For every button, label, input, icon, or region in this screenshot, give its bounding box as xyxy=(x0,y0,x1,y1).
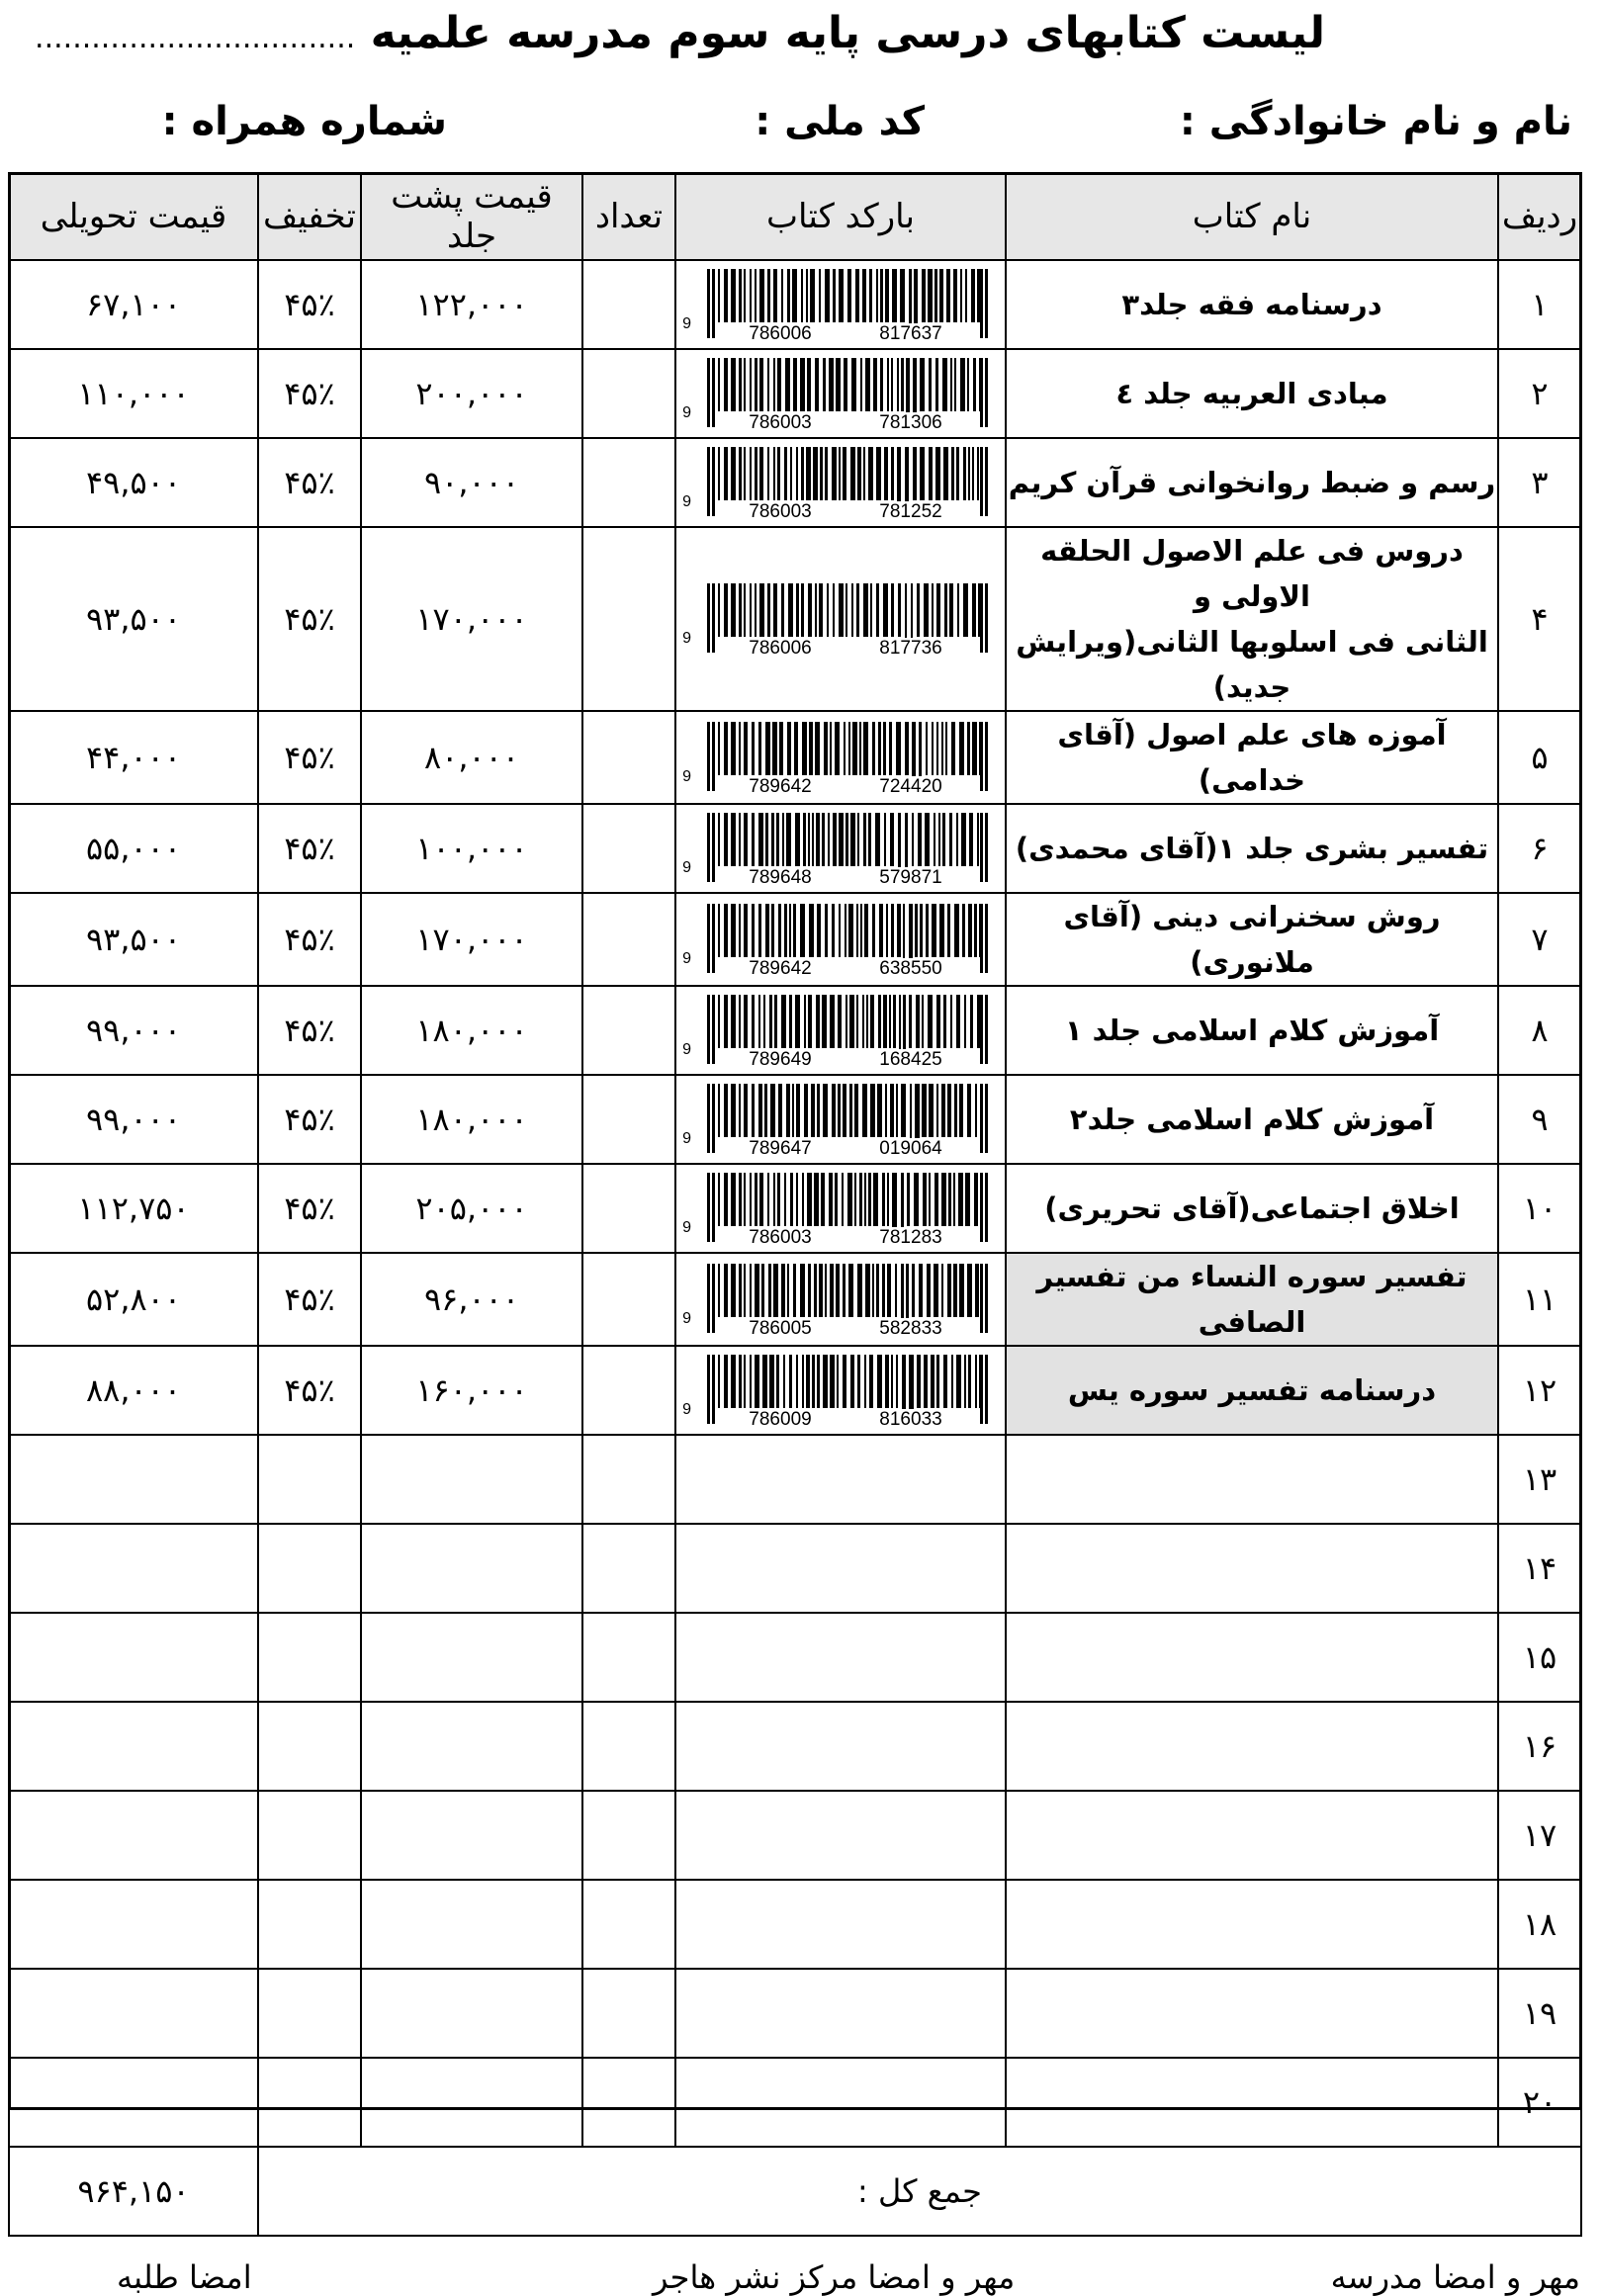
row-number: ۱۹ xyxy=(1498,1969,1581,2058)
barcode-cell xyxy=(675,1702,1006,1791)
barcode-digits-left: 789642 xyxy=(749,958,812,979)
book-name-cell xyxy=(1006,1791,1498,1880)
delivery-price xyxy=(9,1435,258,1524)
barcode-cell xyxy=(675,349,1006,438)
barcode-digits-right: 781283 xyxy=(879,1227,942,1248)
barcode-graphic xyxy=(682,1262,994,1339)
barcode-graphic xyxy=(682,581,994,659)
book-name: آموزش کلام اسلامی جلد ۱ xyxy=(1064,1014,1440,1047)
barcode-digits-left: 789648 xyxy=(749,867,812,888)
table-row xyxy=(9,711,1581,804)
table-row xyxy=(9,1346,1581,1435)
barcode-cell xyxy=(675,1346,1006,1435)
barcode-digits-right: 817637 xyxy=(879,323,942,344)
col-header-delivery-price: قیمت تحویلی xyxy=(9,173,258,260)
mobile-field-label: شماره همراه : xyxy=(161,99,447,144)
discount xyxy=(258,1435,361,1524)
barcode-lead-digit: 9 xyxy=(682,493,691,510)
school-signature-label: مهر و امضا مدرسه xyxy=(1330,2258,1580,2296)
discount: ۴۵٪ xyxy=(258,1253,361,1346)
national-id-field-label: کد ملی : xyxy=(755,99,925,144)
delivery-price xyxy=(9,1702,258,1791)
discount xyxy=(258,1702,361,1791)
cover-price: ۱۰۰,۰۰۰ xyxy=(361,804,582,893)
barcode-cell xyxy=(675,893,1006,986)
cover-price xyxy=(361,1613,582,1702)
book-name: اخلاق اجتماعی(آقای تحریری) xyxy=(1044,1192,1460,1225)
barcode-digits-left: 786009 xyxy=(749,1409,812,1430)
barcode-lead-digit: 9 xyxy=(682,1130,691,1147)
barcode-lead-digit: 9 xyxy=(682,1219,691,1236)
book-name: درسنامه تفسیر سوره یس xyxy=(1067,1373,1437,1407)
cover-price: ۱۸۰,۰۰۰ xyxy=(361,986,582,1075)
book-name-cell xyxy=(1006,1524,1498,1613)
table-header-row xyxy=(9,173,1581,260)
discount: ۴۵٪ xyxy=(258,893,361,986)
barcode-graphic xyxy=(682,1082,994,1159)
book-name-cell xyxy=(1006,1702,1498,1791)
barcode-digits-right: 579871 xyxy=(879,867,942,888)
row-number: ۱۰ xyxy=(1498,1164,1581,1253)
barcode-graphic xyxy=(682,993,994,1070)
row-number: ۱۸ xyxy=(1498,1880,1581,1969)
col-header-discount: تخفیف xyxy=(258,173,361,260)
book-name-cell xyxy=(1006,527,1498,711)
col-header-barcode: بارکد کتاب xyxy=(675,173,1006,260)
discount xyxy=(258,1524,361,1613)
barcode-cell xyxy=(675,1435,1006,1524)
barcode-graphic xyxy=(682,720,994,797)
barcode-lead-digit: 9 xyxy=(682,404,691,421)
delivery-price xyxy=(9,1613,258,1702)
barcode-lead-digit: 9 xyxy=(682,1310,691,1327)
row-number: ۱۱ xyxy=(1498,1253,1581,1346)
book-name-cell xyxy=(1006,1613,1498,1702)
discount xyxy=(258,1880,361,1969)
table-row xyxy=(9,1880,1581,1969)
delivery-price: ۹۳,۵۰۰ xyxy=(9,527,258,711)
col-header-cover-price: قیمت پشت جلد xyxy=(361,173,582,260)
delivery-price: ۵۲,۸۰۰ xyxy=(9,1253,258,1346)
book-name-cell xyxy=(1006,1969,1498,2058)
barcode-lead-digit: 9 xyxy=(682,1041,691,1058)
discount: ۴۵٪ xyxy=(258,986,361,1075)
cover-price: ۲۰۵,۰۰۰ xyxy=(361,1164,582,1253)
table-row xyxy=(9,260,1581,349)
row-number: ۲۰ xyxy=(1498,2058,1581,2147)
cover-price xyxy=(361,1702,582,1791)
table-row xyxy=(9,1075,1581,1164)
cover-price: ۱۷۰,۰۰۰ xyxy=(361,893,582,986)
discount xyxy=(258,1791,361,1880)
delivery-price: ۴۹,۵۰۰ xyxy=(9,438,258,527)
count-cell xyxy=(582,1164,675,1253)
count-cell xyxy=(582,1435,675,1524)
barcode-graphic xyxy=(682,445,994,522)
barcode-cell xyxy=(675,527,1006,711)
book-name: تفسیر بشری جلد ۱(آقای محمدی) xyxy=(1015,832,1489,865)
cover-price xyxy=(361,1435,582,1524)
discount: ۴۵٪ xyxy=(258,804,361,893)
delivery-price: ۵۵,۰۰۰ xyxy=(9,804,258,893)
book-name: آموزش کلام اسلامی جلد۲ xyxy=(1069,1103,1435,1136)
cover-price: ۸۰,۰۰۰ xyxy=(361,711,582,804)
barcode-digits-right: 638550 xyxy=(879,958,942,979)
cover-price: ۱۸۰,۰۰۰ xyxy=(361,1075,582,1164)
book-name-cell xyxy=(1006,1435,1498,1524)
row-number: ۱۳ xyxy=(1498,1435,1581,1524)
barcode-cell xyxy=(675,1969,1006,2058)
row-number: ۲ xyxy=(1498,349,1581,438)
discount: ۴۵٪ xyxy=(258,1346,361,1435)
table-row xyxy=(9,1791,1581,1880)
barcode-lead-digit: 9 xyxy=(682,859,691,876)
row-number: ۱۲ xyxy=(1498,1346,1581,1435)
barcode-digits-left: 789647 xyxy=(749,1138,812,1159)
cover-price: ۹۶,۰۰۰ xyxy=(361,1253,582,1346)
barcode-cell xyxy=(675,1880,1006,1969)
count-cell xyxy=(582,893,675,986)
count-cell xyxy=(582,1702,675,1791)
delivery-price: ۸۸,۰۰۰ xyxy=(9,1346,258,1435)
count-cell xyxy=(582,260,675,349)
discount xyxy=(258,2058,361,2147)
delivery-price xyxy=(9,1969,258,2058)
delivery-price: ۶۷,۱۰۰ xyxy=(9,260,258,349)
barcode-lead-digit: 9 xyxy=(682,315,691,332)
book-name-cell xyxy=(1006,1346,1498,1435)
barcode-cell xyxy=(675,804,1006,893)
cover-price xyxy=(361,1880,582,1969)
count-cell xyxy=(582,986,675,1075)
cover-price xyxy=(361,1524,582,1613)
cover-price: ۱۷۰,۰۰۰ xyxy=(361,527,582,711)
delivery-price: ۴۴,۰۰۰ xyxy=(9,711,258,804)
table-row xyxy=(9,1969,1581,2058)
book-name-cell xyxy=(1006,893,1498,986)
table-row xyxy=(9,349,1581,438)
book-name-cell xyxy=(1006,804,1498,893)
barcode-graphic xyxy=(682,811,994,888)
count-cell xyxy=(582,1969,675,2058)
count-cell xyxy=(582,349,675,438)
table-row xyxy=(9,1164,1581,1253)
book-name: رسم و ضبط روانخوانی قرآن کریم xyxy=(1008,466,1496,499)
delivery-price: ۱۱۰,۰۰۰ xyxy=(9,349,258,438)
barcode-graphic xyxy=(682,1171,994,1248)
barcode-graphic xyxy=(682,267,994,344)
delivery-price: ۱۱۲,۷۵۰ xyxy=(9,1164,258,1253)
total-label-text: جمع کل : xyxy=(857,2172,982,2210)
barcode-cell xyxy=(675,1613,1006,1702)
barcode-digits-right: 817736 xyxy=(879,638,942,659)
row-number: ۵ xyxy=(1498,711,1581,804)
book-name-cell xyxy=(1006,986,1498,1075)
count-cell xyxy=(582,438,675,527)
cover-price: ۹۰,۰۰۰ xyxy=(361,438,582,527)
barcode-digits-right: 781252 xyxy=(879,501,942,522)
book-name: تفسیر سوره النساء من تفسیر الصافی xyxy=(1036,1260,1468,1339)
barcode-digits-left: 786005 xyxy=(749,1318,812,1339)
book-name-cell xyxy=(1006,1164,1498,1253)
discount: ۴۵٪ xyxy=(258,1164,361,1253)
table-row xyxy=(9,1253,1581,1346)
row-number: ۴ xyxy=(1498,527,1581,711)
row-number: ۸ xyxy=(1498,986,1581,1075)
count-cell xyxy=(582,1880,675,1969)
count-cell xyxy=(582,2058,675,2147)
barcode-cell xyxy=(675,260,1006,349)
total-value: ۹۶۴,۱۵۰ xyxy=(9,2147,258,2236)
student-signature-label: امضا طلبه xyxy=(117,2258,252,2296)
barcode-digits-right: 781306 xyxy=(879,412,942,433)
barcode-digits-right: 816033 xyxy=(879,1409,942,1430)
cover-price: ۱۶۰,۰۰۰ xyxy=(361,1346,582,1435)
book-list-table xyxy=(8,172,1582,2237)
barcode-graphic xyxy=(682,902,994,979)
barcode-lead-digit: 9 xyxy=(682,1401,691,1418)
table-row xyxy=(9,1435,1581,1524)
count-cell xyxy=(582,1613,675,1702)
book-name-line-2: الثانی فی اسلوبها الثانی(ویرایش جدید) xyxy=(1016,625,1488,704)
barcode-digits-left: 786003 xyxy=(749,412,812,433)
discount: ۴۵٪ xyxy=(258,260,361,349)
book-name: روش سخنرانی دینی (آقای ملانوری) xyxy=(1063,900,1441,979)
row-number: ۳ xyxy=(1498,438,1581,527)
row-number: ۱ xyxy=(1498,260,1581,349)
count-cell xyxy=(582,1524,675,1613)
barcode-graphic xyxy=(682,356,994,433)
delivery-price xyxy=(9,2058,258,2147)
barcode-cell xyxy=(675,438,1006,527)
cover-price xyxy=(361,2058,582,2147)
row-number: ۱۷ xyxy=(1498,1791,1581,1880)
name-field-label: نام و نام خانوادگی : xyxy=(1179,99,1572,144)
table-row xyxy=(9,986,1581,1075)
count-cell xyxy=(582,711,675,804)
book-name: آموزه های علم اصول (آقای خدامی) xyxy=(1057,718,1447,797)
barcode-cell xyxy=(675,1164,1006,1253)
table-row xyxy=(9,2058,1581,2147)
col-header-row: ردیف xyxy=(1498,173,1581,260)
table-row xyxy=(9,893,1581,986)
delivery-price: ۹۹,۰۰۰ xyxy=(9,986,258,1075)
table-row xyxy=(9,438,1581,527)
count-cell xyxy=(582,1791,675,1880)
barcode-digits-left: 786003 xyxy=(749,1227,812,1248)
cover-price xyxy=(361,1791,582,1880)
row-number: ۱۵ xyxy=(1498,1613,1581,1702)
discount xyxy=(258,1969,361,2058)
delivery-price xyxy=(9,1791,258,1880)
discount: ۴۵٪ xyxy=(258,349,361,438)
row-number: ۱۴ xyxy=(1498,1524,1581,1613)
barcode-cell xyxy=(675,711,1006,804)
barcode-lead-digit: 9 xyxy=(682,768,691,785)
count-cell xyxy=(582,804,675,893)
book-name-cell xyxy=(1006,711,1498,804)
barcode-digits-right: 019064 xyxy=(879,1138,942,1159)
count-cell xyxy=(582,1346,675,1435)
discount: ۴۵٪ xyxy=(258,438,361,527)
book-name-cell xyxy=(1006,1253,1498,1346)
barcode-cell xyxy=(675,1253,1006,1346)
discount: ۴۵٪ xyxy=(258,711,361,804)
col-header-book-name: نام کتاب xyxy=(1006,173,1498,260)
row-number: ۹ xyxy=(1498,1075,1581,1164)
book-name-cell xyxy=(1006,2058,1498,2147)
barcode-graphic xyxy=(682,1353,994,1430)
title-text: لیست کتابهای درسی پایه سوم مدرسه علمیه xyxy=(370,8,1325,58)
book-name-cell xyxy=(1006,349,1498,438)
delivery-price xyxy=(9,1524,258,1613)
barcode-digits-left: 786006 xyxy=(749,638,812,659)
count-cell xyxy=(582,527,675,711)
col-header-count: تعداد xyxy=(582,173,675,260)
barcode-cell xyxy=(675,2058,1006,2147)
table-row xyxy=(9,1524,1581,1613)
count-cell xyxy=(582,1253,675,1346)
page-title xyxy=(0,8,1325,58)
table-row xyxy=(9,1702,1581,1791)
row-number: ۶ xyxy=(1498,804,1581,893)
barcode-digits-left: 786003 xyxy=(749,501,812,522)
book-name-cell xyxy=(1006,260,1498,349)
barcode-digits-right: 724420 xyxy=(879,776,942,797)
cover-price: ۲۰۰,۰۰۰ xyxy=(361,349,582,438)
barcode-lead-digit: 9 xyxy=(682,950,691,967)
book-name: درسنامه فقه جلد۳ xyxy=(1121,288,1382,321)
barcode-cell xyxy=(675,1075,1006,1164)
delivery-price: ۹۳,۵۰۰ xyxy=(9,893,258,986)
count-cell xyxy=(582,1075,675,1164)
book-name-cell xyxy=(1006,438,1498,527)
barcode-digits-right: 168425 xyxy=(879,1049,942,1070)
barcode-digits-left: 789642 xyxy=(749,776,812,797)
total-label xyxy=(258,2147,1581,2236)
cover-price: ۱۲۲,۰۰۰ xyxy=(361,260,582,349)
barcode-lead-digit: 9 xyxy=(682,630,691,647)
discount: ۴۵٪ xyxy=(258,527,361,711)
row-number: ۷ xyxy=(1498,893,1581,986)
barcode-digits-right: 582833 xyxy=(879,1318,942,1339)
discount xyxy=(258,1613,361,1702)
delivery-price xyxy=(9,1880,258,1969)
table-row xyxy=(9,804,1581,893)
book-name: دروس فی علم الاصول الحلقه الاولی و xyxy=(1040,534,1464,613)
delivery-price: ۹۹,۰۰۰ xyxy=(9,1075,258,1164)
table-row xyxy=(9,527,1581,711)
book-name-cell xyxy=(1006,1880,1498,1969)
discount: ۴۵٪ xyxy=(258,1075,361,1164)
book-name: مبادی العربیه جلد ٤ xyxy=(1115,377,1388,410)
row-number: ۱۶ xyxy=(1498,1702,1581,1791)
title-blank-line: .................................. xyxy=(35,21,356,55)
publisher-signature-label: مهر و امضا مرکز نشر هاجر xyxy=(653,2258,1016,2296)
table-row xyxy=(9,1613,1581,1702)
barcode-digits-left: 789649 xyxy=(749,1049,812,1070)
barcode-cell xyxy=(675,986,1006,1075)
total-row xyxy=(9,2147,1581,2236)
barcode-cell xyxy=(675,1524,1006,1613)
barcode-cell xyxy=(675,1791,1006,1880)
barcode-digits-left: 786006 xyxy=(749,323,812,344)
book-name-cell xyxy=(1006,1075,1498,1164)
cover-price xyxy=(361,1969,582,2058)
